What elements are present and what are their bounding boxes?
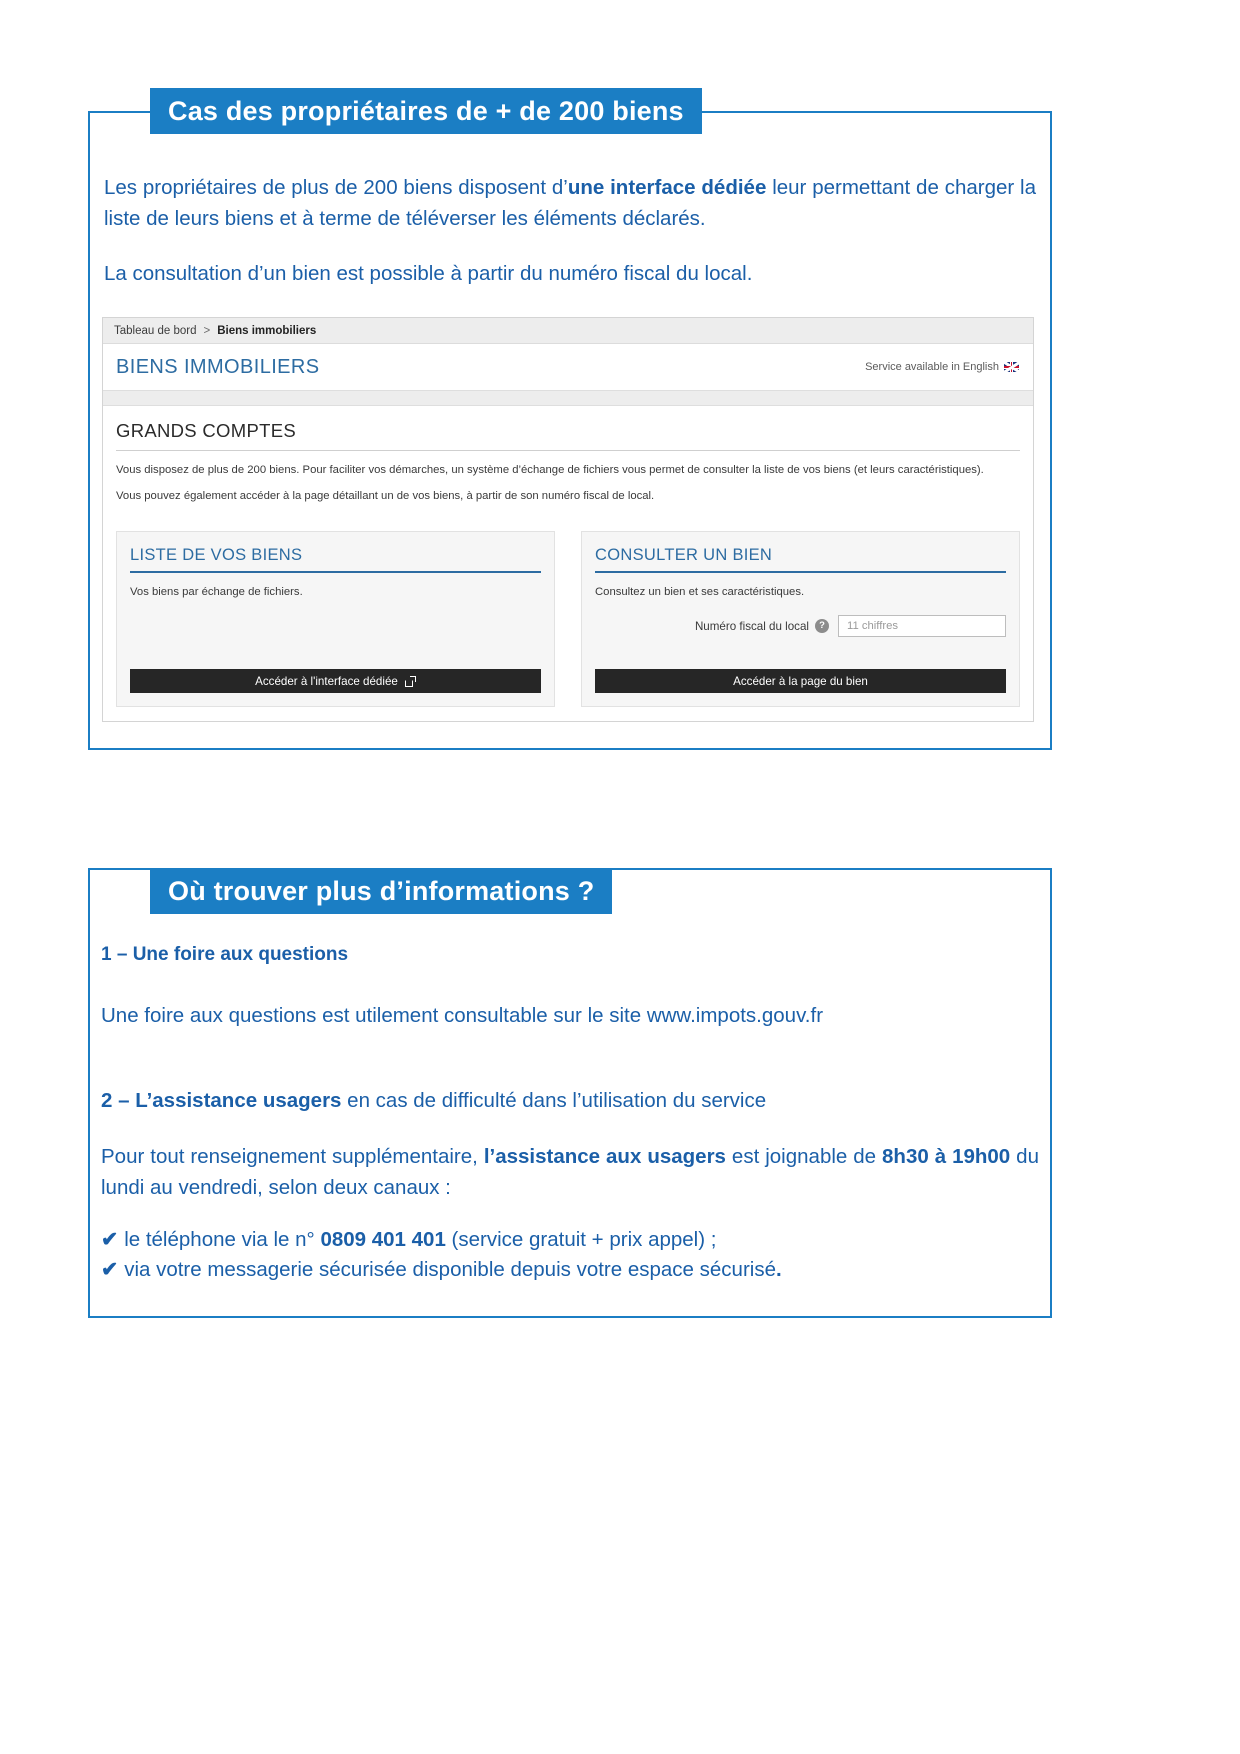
grands-comptes-heading: GRANDS COMPTES [116,406,1020,451]
bullet2-part1: via votre messagerie sécurisée [124,1258,407,1281]
uk-flag-icon [1004,362,1019,372]
numero-fiscal-label [695,619,829,633]
intro-p1-part2: leur permettant de charger la liste de leurs biens et à terme de téléverser les éléments déclarés. [104,176,1036,230]
language-availability-note[interactable] [865,361,1019,373]
language-note-label: Service available in English [865,361,999,373]
breadcrumb-item-current: Biens immobiliers [217,324,317,337]
acceder-page-du-bien-label: Accéder à la page du bien [733,674,868,688]
assist-part1: Pour tout renseignement supplémentaire, [101,1145,484,1168]
bullet2-part2: disponible depuis votre espace sécurisé [406,1258,776,1281]
card-right-title: CONSULTER UN BIEN [595,546,1006,573]
card-liste-de-vos-biens [116,531,555,707]
card-right-spacer [595,637,1006,669]
assist-part2: est joignable de [725,1145,883,1168]
breadcrumb-item-dashboard[interactable]: Tableau de bord [114,324,197,337]
embedded-app-screenshot [102,317,1034,722]
section-proprietaires-title: Cas des propriétaires de + de 200 biens [150,88,702,134]
cards-row [116,531,1020,707]
check-icon: ✔ [101,1228,119,1251]
app-divider-band [103,390,1033,406]
bullet2-part3: . [776,1258,782,1281]
card-left-spacer [130,598,541,669]
breadcrumb [103,318,1033,344]
subheading-assistance-bold: 2 – L’assistance usagers [101,1089,342,1112]
intro-p1-part1: Les propriétaires de plus de 200 biens disposent d’ [104,176,568,199]
app-paragraph-1: Vous disposez de plus de 200 biens. Pour faciliter vos démarches, un système d’échange de fichiers vous permet de consulter la liste de vos biens (et leurs caractéristiques). [116,464,984,476]
bullet1-part1: le téléphone via le n° [124,1228,321,1251]
faq-line: Une foire aux questions est utilement consultable sur le site www.impots.gouv.fr [101,1004,824,1027]
numero-fiscal-field-row [595,615,1006,637]
bullet1-part3: (service gratuit + prix appel) ; [445,1228,717,1251]
card-left-title: LISTE DE VOS BIENS [130,546,541,573]
intro-paragraph-2: La consultation d’un bien est possible à partir du numéro fiscal du local. [104,262,753,285]
card-left-text: Vos biens par échange de fichiers. [130,586,303,598]
subheading-assistance-rest: en cas de difficulté dans l’utilisation du service [341,1089,767,1112]
numero-fiscal-input[interactable] [838,615,1006,637]
app-paragraph-2: Vous pouvez également accéder à la page détaillant un de vos biens, à partir de son numéro fiscal de local. [116,490,655,502]
assist-bold2: 8h30 à 19h00 [882,1145,1011,1168]
card-right-text: Consultez un bien et ses caractéristiques. [595,586,805,598]
app-body [103,406,1033,707]
section-informations-title: Où trouver plus d’informations ? [150,868,612,914]
external-link-icon [405,676,416,687]
intro-p1-bold: une interface dédiée [567,176,767,199]
intro-paragraph-1 [104,172,1036,234]
list-item-messagerie [101,1255,1039,1285]
acceder-interface-dediee-button[interactable] [130,669,541,693]
acceder-page-du-bien-button[interactable] [595,669,1006,693]
page-title: BIENS IMMOBILIERS [116,355,320,378]
breadcrumb-separator-icon: > [203,324,211,337]
app-titlebar [103,344,1033,390]
numero-fiscal-label-text: Numéro fiscal du local [694,619,809,633]
assistance-paragraph [101,1141,1039,1203]
subheading-assistance [101,1085,766,1116]
subheading-faq: 1 – Une foire aux questions [101,944,349,965]
bullet1-phone-number: 0809 401 401 [320,1228,446,1251]
acceder-interface-dediee-label: Accéder à l'interface dédiée [255,674,398,688]
assistance-channels-list [101,1225,1039,1285]
assist-bold1: l’assistance aux usagers [483,1145,726,1168]
assist-part3: du lundi au vendredi, selon deux canaux : [101,1145,1039,1199]
list-item-telephone [101,1225,1039,1255]
card-consulter-un-bien [581,531,1020,707]
check-icon: ✔ [101,1258,119,1281]
help-icon[interactable]: ? [815,619,829,633]
